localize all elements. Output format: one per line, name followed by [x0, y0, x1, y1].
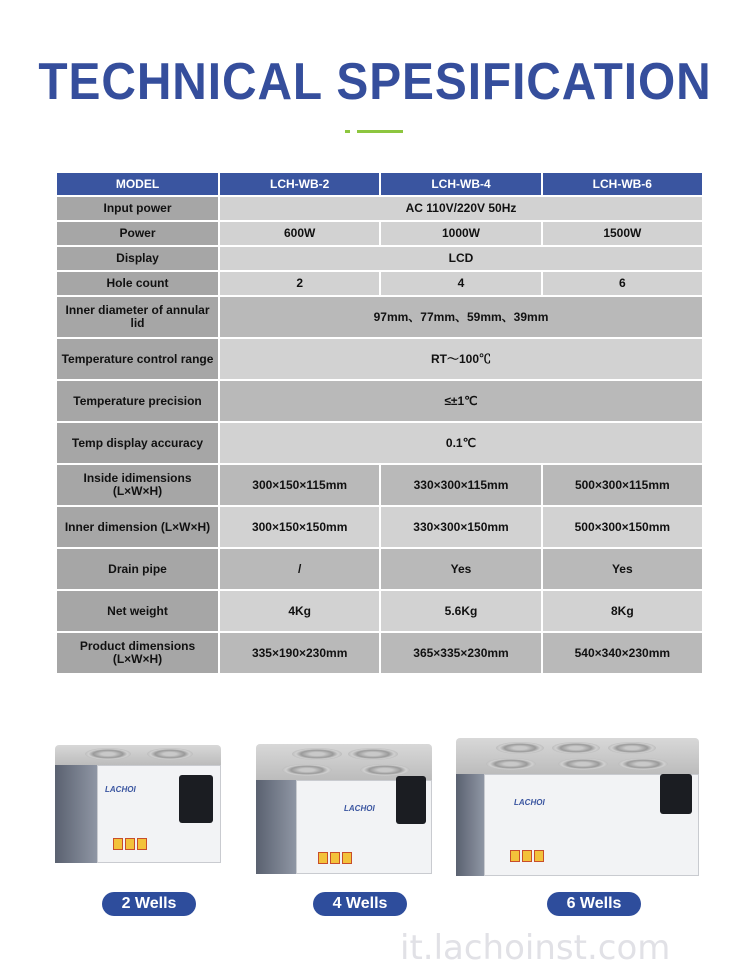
table-row: [57, 507, 702, 547]
accent-dot: [345, 130, 350, 133]
brand-logo: LACHOI: [514, 798, 545, 807]
tank-side-panel: [456, 774, 484, 876]
annular-lid-icon: [608, 742, 656, 754]
table-header-row: [57, 173, 702, 195]
annular-lid-icon: [496, 742, 544, 754]
row-label: Power: [57, 222, 218, 245]
warning-icon: [342, 852, 352, 864]
table-row: [57, 423, 702, 463]
tank-rim: [55, 745, 221, 765]
annular-lid-icon: [282, 764, 332, 776]
control-panel: [396, 776, 426, 824]
row-value: 2: [220, 272, 379, 295]
table-row: [57, 549, 702, 589]
row-label: Temp display accuracy: [57, 423, 218, 463]
table-row: [57, 197, 702, 220]
row-value: 4Kg: [220, 591, 379, 631]
row-value: /: [220, 549, 379, 589]
warning-icon: [125, 838, 135, 850]
table-row: [57, 272, 702, 295]
table-row: [57, 222, 702, 245]
row-value: 330×300×150mm: [381, 507, 540, 547]
annular-lid-icon: [618, 758, 668, 770]
page-title: TECHNICAL SPESIFICATION: [38, 53, 712, 111]
row-label: Product dimensions (L×W×H): [57, 633, 218, 673]
header-cell: MODEL: [57, 173, 218, 195]
row-label: Inner diameter of annular lid: [57, 297, 218, 337]
row-label: Temperature control range: [57, 339, 218, 379]
table-row: [57, 591, 702, 631]
row-label: Hole count: [57, 272, 218, 295]
row-value: 365×335×230mm: [381, 633, 540, 673]
warning-icon: [137, 838, 147, 850]
tank-side-panel: [55, 765, 97, 863]
control-panel: [660, 774, 692, 814]
row-label: Inside idimensions (L×W×H): [57, 465, 218, 505]
warning-icon: [330, 852, 340, 864]
caption-6-wells: 6 Wells: [547, 892, 641, 916]
row-label: Display: [57, 247, 218, 270]
annular-lid-icon: [348, 748, 398, 760]
row-value: 97mm、77mm、59mm、39mm: [220, 297, 702, 337]
warning-icon: [534, 850, 544, 862]
table-row: [57, 247, 702, 270]
tank-side-panel: [256, 780, 296, 874]
watermark: it.lachoinst.com: [400, 928, 671, 968]
spec-table: [55, 171, 704, 675]
row-value: 0.1℃: [220, 423, 702, 463]
annular-lid-icon: [552, 742, 600, 754]
table-row: [57, 465, 702, 505]
row-value: 5.6Kg: [381, 591, 540, 631]
row-value: 500×300×115mm: [543, 465, 702, 505]
row-value: Yes: [381, 549, 540, 589]
annular-lid-icon: [486, 758, 536, 770]
table-row: [57, 381, 702, 421]
row-value: 500×300×150mm: [543, 507, 702, 547]
row-value: 600W: [220, 222, 379, 245]
row-value: 540×340×230mm: [543, 633, 702, 673]
header-cell: LCH-WB-6: [543, 173, 702, 195]
row-value: Yes: [543, 549, 702, 589]
warning-icon: [113, 838, 123, 850]
warning-icon: [510, 850, 520, 862]
caption-2-wells: 2 Wells: [102, 892, 196, 916]
product-image-2-wells: [55, 745, 225, 865]
caption-4-wells: 4 Wells: [313, 892, 407, 916]
row-value: 300×150×115mm: [220, 465, 379, 505]
row-value: 4: [381, 272, 540, 295]
warning-icon: [318, 852, 328, 864]
table-row: [57, 633, 702, 673]
header-cell: LCH-WB-4: [381, 173, 540, 195]
annular-lid-icon: [360, 764, 410, 776]
row-value: ≤±1℃: [220, 381, 702, 421]
product-image-6-wells: [456, 738, 701, 878]
header-cell: LCH-WB-2: [220, 173, 379, 195]
tank-rim: [256, 744, 432, 780]
row-label: Temperature precision: [57, 381, 218, 421]
row-label: Drain pipe: [57, 549, 218, 589]
accent-bar: [357, 130, 403, 133]
row-value: 330×300×115mm: [381, 465, 540, 505]
row-value: RT～100℃: [220, 339, 702, 379]
table-row: [57, 339, 702, 379]
annular-lid-icon: [147, 748, 193, 760]
control-panel: [179, 775, 213, 823]
row-value: AC 110V/220V 50Hz: [220, 197, 702, 220]
row-value: 6: [543, 272, 702, 295]
table-row: [57, 297, 702, 337]
row-label: Net weight: [57, 591, 218, 631]
row-value: 1000W: [381, 222, 540, 245]
row-label: Input power: [57, 197, 218, 220]
row-value: 300×150×150mm: [220, 507, 379, 547]
annular-lid-icon: [292, 748, 342, 760]
annular-lid-icon: [85, 748, 131, 760]
brand-logo: LACHOI: [344, 804, 375, 813]
row-label: Inner dimension (L×W×H): [57, 507, 218, 547]
row-value: 8Kg: [543, 591, 702, 631]
row-value: 335×190×230mm: [220, 633, 379, 673]
warning-icon: [522, 850, 532, 862]
row-value: LCD: [220, 247, 702, 270]
brand-logo: LACHOI: [105, 785, 136, 794]
product-image-4-wells: [256, 744, 434, 876]
row-value: 1500W: [543, 222, 702, 245]
annular-lid-icon: [558, 758, 608, 770]
